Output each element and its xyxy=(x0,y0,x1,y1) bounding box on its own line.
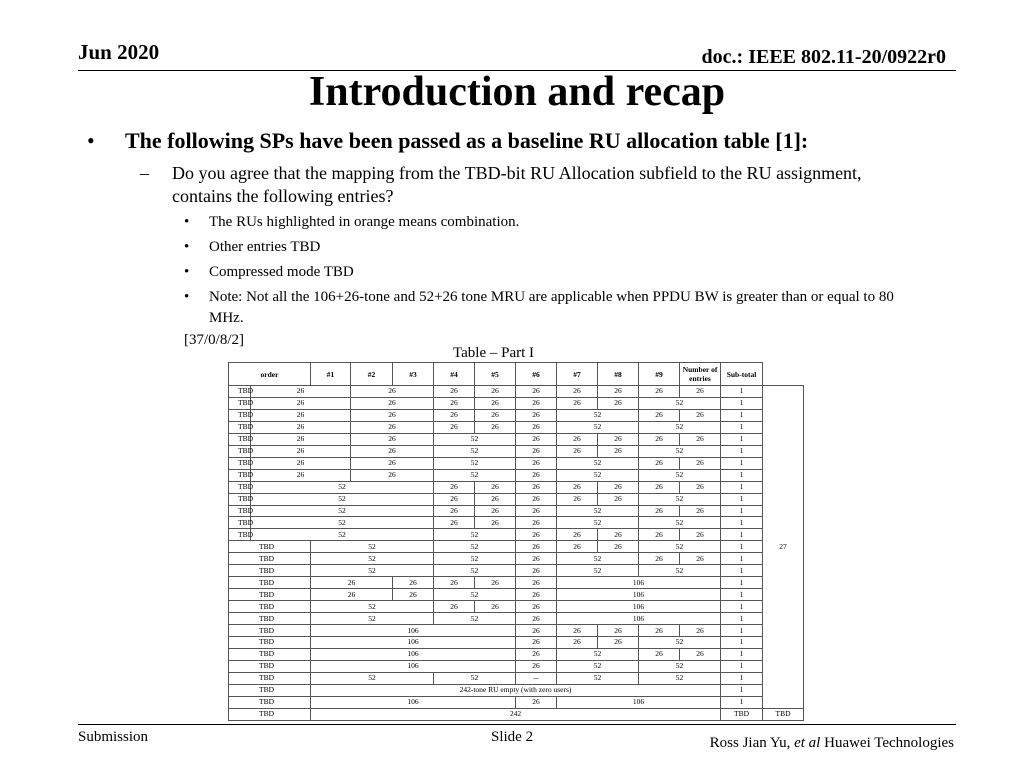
ru-cell: 52 xyxy=(434,469,516,481)
ru-cell: 52 xyxy=(434,589,516,601)
ru-cell: 26 xyxy=(639,648,680,660)
ru-cell: 52 xyxy=(639,445,721,457)
entries-cell: 1 xyxy=(721,445,763,457)
bullet-icon: • xyxy=(184,264,190,280)
ru-cell: 26 xyxy=(516,613,557,625)
ru-cell: 26 xyxy=(516,493,557,505)
ru-cell: 52 xyxy=(434,565,516,577)
ru-cell: 26 xyxy=(516,445,557,457)
column-header: Number of entries xyxy=(680,363,721,386)
order-cell: TBD xyxy=(229,684,311,696)
sub-bullet-text: The RUs highlighted in orange means combination. xyxy=(209,214,520,230)
ru-cell: 52 xyxy=(639,421,721,433)
ru-cell: 26 xyxy=(516,386,557,398)
order-cell: TBD xyxy=(229,601,311,613)
ru-cell: 52 xyxy=(639,493,721,505)
ru-cell: 26 xyxy=(351,421,434,433)
entries-cell: 1 xyxy=(721,577,763,589)
sub-bullet-text: Compressed mode TBD xyxy=(209,264,354,280)
ru-cell: 242-tone RU empty (with zero users) xyxy=(311,684,721,696)
footer-author xyxy=(710,735,954,752)
dash-icon: – xyxy=(140,163,149,183)
ru-cell: 26 xyxy=(251,469,351,481)
order-cell: TBD xyxy=(229,637,311,649)
order-cell: TBD xyxy=(229,433,251,445)
ru-cell: 26 xyxy=(680,481,721,493)
table-row xyxy=(229,493,804,505)
ru-cell: 52 xyxy=(434,541,516,553)
order-cell: TBD xyxy=(229,541,311,553)
bullet-level2-text: Do you agree that the mapping from the TBD-bit RU Allocation subfield to the RU assignment, contains the following entries? xyxy=(172,163,862,206)
ru-cell: 26 xyxy=(598,625,639,637)
ru-cell: 26 xyxy=(475,421,516,433)
ru-cell: 26 xyxy=(251,409,351,421)
ru-cell: 26 xyxy=(516,565,557,577)
ru-cell: 106 xyxy=(557,613,721,625)
ru-cell: 26 xyxy=(351,433,434,445)
table-row xyxy=(229,637,804,649)
ru-cell: 26 xyxy=(251,386,351,398)
ru-cell: 26 xyxy=(598,397,639,409)
column-header: #1 xyxy=(311,363,351,386)
ru-cell: 26 xyxy=(680,457,721,469)
ru-cell: 106 xyxy=(557,589,721,601)
ru-cell: 52 xyxy=(557,517,639,529)
ru-cell: 52 xyxy=(639,565,721,577)
order-cell: TBD xyxy=(229,660,311,672)
entries-cell: 1 xyxy=(721,696,763,708)
order-cell: TBD xyxy=(229,625,311,637)
ru-cell: 26 xyxy=(516,397,557,409)
ru-cell: 26 xyxy=(311,589,393,601)
column-header: #6 xyxy=(516,363,557,386)
table-row xyxy=(229,457,804,469)
ru-cell: 52 xyxy=(639,541,721,553)
ru-cell: 52 xyxy=(311,672,434,684)
footer-submission: Submission xyxy=(78,729,149,745)
ru-cell: 26 xyxy=(598,637,639,649)
ru-cell: 26 xyxy=(680,648,721,660)
order-cell: TBD xyxy=(229,493,251,505)
ru-cell: 26 xyxy=(680,433,721,445)
ru-cell: 52 xyxy=(434,613,516,625)
ru-cell: 26 xyxy=(516,469,557,481)
ru-cell: 106 xyxy=(311,648,516,660)
column-header: #3 xyxy=(393,363,434,386)
entries-cell: 1 xyxy=(721,517,763,529)
ru-cell: 26 xyxy=(639,386,680,398)
ru-cell: 52 xyxy=(557,672,639,684)
entries-cell: 1 xyxy=(721,601,763,613)
ru-cell: 52 xyxy=(557,409,639,421)
order-cell: TBD xyxy=(229,696,311,708)
entries-cell: 1 xyxy=(721,672,763,684)
ru-cell: 26 xyxy=(557,529,598,541)
table-header-row xyxy=(229,363,804,386)
entries-cell: 1 xyxy=(721,553,763,565)
ru-cell: 26 xyxy=(639,553,680,565)
table-row xyxy=(229,660,804,672)
ru-cell: 52 xyxy=(639,469,721,481)
entries-cell: 1 xyxy=(721,457,763,469)
ru-cell: 26 xyxy=(598,493,639,505)
ru-cell: 26 xyxy=(516,433,557,445)
ru-cell: 26 xyxy=(598,481,639,493)
table-row xyxy=(229,445,804,457)
ru-cell: 106 xyxy=(311,625,516,637)
order-cell: TBD xyxy=(229,613,311,625)
ru-cell: 26 xyxy=(598,541,639,553)
column-header: Sub-total xyxy=(721,363,763,386)
ru-cell: 26 xyxy=(680,625,721,637)
ru-cell: 52 xyxy=(251,505,434,517)
order-cell: TBD xyxy=(229,577,311,589)
ru-cell: 26 xyxy=(598,386,639,398)
ru-cell: 106 xyxy=(311,696,516,708)
ru-cell: 26 xyxy=(598,433,639,445)
ru-cell: 26 xyxy=(557,493,598,505)
ru-cell: 26 xyxy=(680,505,721,517)
ru-cell: 26 xyxy=(434,517,475,529)
ru-cell: 26 xyxy=(351,409,434,421)
table-row xyxy=(229,613,804,625)
entries-cell: 1 xyxy=(721,613,763,625)
header-doc-id: doc.: IEEE 802.11-20/0922r0 xyxy=(701,46,946,68)
ru-cell: 52 xyxy=(311,553,434,565)
ru-cell: 52 xyxy=(639,517,721,529)
ru-cell: TBD xyxy=(721,708,763,720)
slide-title: Introduction and recap xyxy=(308,69,726,115)
entries-cell: 1 xyxy=(721,409,763,421)
order-cell: TBD xyxy=(229,648,311,660)
table-row xyxy=(229,684,804,696)
order-cell: TBD xyxy=(229,397,251,409)
column-header: #7 xyxy=(557,363,598,386)
ru-cell: 52 xyxy=(434,445,516,457)
ru-cell: 52 xyxy=(311,601,434,613)
table-row xyxy=(229,625,804,637)
bullet-level1-text: The following SPs have been passed as a baseline RU allocation table [1]: xyxy=(125,128,809,153)
ru-cell: 26 xyxy=(557,625,598,637)
column-header: #4 xyxy=(434,363,475,386)
ru-cell: 52 xyxy=(557,660,639,672)
entries-cell: 1 xyxy=(721,433,763,445)
ru-cell: 26 xyxy=(516,421,557,433)
entries-cell: 1 xyxy=(721,386,763,398)
order-cell: TBD xyxy=(229,469,251,481)
ru-cell: 26 xyxy=(516,696,557,708)
entries-cell: 1 xyxy=(721,529,763,541)
entries-cell: 1 xyxy=(721,469,763,481)
order-cell: TBD xyxy=(229,457,251,469)
order-cell: TBD xyxy=(229,517,251,529)
order-cell: TBD xyxy=(229,708,311,720)
table-row xyxy=(229,708,804,720)
ru-cell: 26 xyxy=(598,445,639,457)
ru-cell: 26 xyxy=(434,577,475,589)
ru-cell: 26 xyxy=(557,481,598,493)
column-header: #8 xyxy=(598,363,639,386)
bullet-icon: • xyxy=(184,214,190,230)
ru-cell: 26 xyxy=(516,409,557,421)
ru-cell: 26 xyxy=(475,493,516,505)
ru-cell: 26 xyxy=(434,601,475,613)
order-cell: TBD xyxy=(229,421,251,433)
ru-cell: 106 xyxy=(311,660,516,672)
ru-cell: 52 xyxy=(311,541,434,553)
bullet-icon: • xyxy=(184,289,190,305)
order-cell: TBD xyxy=(229,445,251,457)
footer-divider xyxy=(78,724,956,725)
ru-cell: 26 xyxy=(434,505,475,517)
ru-cell: 26 xyxy=(434,386,475,398)
entries-cell: 1 xyxy=(721,637,763,649)
ru-cell: 26 xyxy=(475,505,516,517)
ru-cell: 52 xyxy=(251,529,434,541)
ru-cell: 26 xyxy=(516,517,557,529)
ru-cell: 26 xyxy=(639,505,680,517)
ru-cell: 26 xyxy=(311,577,393,589)
sub-bullet-text: Other entries TBD xyxy=(209,239,321,255)
ru-cell: 26 xyxy=(516,648,557,660)
table-row xyxy=(229,672,804,684)
ru-cell: 26 xyxy=(516,660,557,672)
ru-cell: 242 xyxy=(311,708,721,720)
column-header: #9 xyxy=(639,363,680,386)
ru-cell: 26 xyxy=(251,445,351,457)
sub-bullet-text: Note: Not all the 106+26-tone and 52+26 tone MRU are applicable when PPDU BW is greater than or equal to 80 MHz. xyxy=(209,289,894,326)
ru-cell: 26 xyxy=(351,386,434,398)
entries-cell: 1 xyxy=(721,648,763,660)
order-cell: TBD xyxy=(229,529,251,541)
ru-cell: 26 xyxy=(680,409,721,421)
ru-cell: 26 xyxy=(639,481,680,493)
ru-cell: 26 xyxy=(516,589,557,601)
ru-cell: 52 xyxy=(557,648,639,660)
ru-cell: 26 xyxy=(557,637,598,649)
ru-cell: 26 xyxy=(351,457,434,469)
ru-cell: 106 xyxy=(557,601,721,613)
footer-etal: et al xyxy=(794,735,821,751)
ru-cell: 106 xyxy=(557,577,721,589)
entries-cell: 1 xyxy=(721,660,763,672)
table-row xyxy=(229,397,804,409)
footer-slide-number: Slide 2 xyxy=(491,729,534,745)
ru-cell: 26 xyxy=(639,433,680,445)
footer-org: Huawei Technologies xyxy=(824,735,954,751)
ru-cell: 52 xyxy=(557,565,639,577)
ru-cell: 26 xyxy=(516,601,557,613)
ru-cell: 26 xyxy=(475,397,516,409)
bullet-level1 xyxy=(87,128,809,154)
ru-cell: 26 xyxy=(516,529,557,541)
footer-author-name: Ross Jian Yu, xyxy=(709,735,791,751)
ru-cell: 26 xyxy=(351,469,434,481)
ru-cell: -- xyxy=(516,672,557,684)
entries-cell: 1 xyxy=(721,421,763,433)
table-row xyxy=(229,409,804,421)
table-row xyxy=(229,386,804,398)
vote-result: [37/0/8/2] xyxy=(184,332,244,348)
table-row xyxy=(229,481,804,493)
ru-cell: 26 xyxy=(251,457,351,469)
ru-cell: 26 xyxy=(680,386,721,398)
bullet-icon: • xyxy=(87,128,95,153)
ru-cell: 26 xyxy=(557,445,598,457)
ru-cell: TBD xyxy=(763,708,804,720)
ru-cell: 26 xyxy=(516,637,557,649)
table-row xyxy=(229,421,804,433)
order-cell: TBD xyxy=(229,409,251,421)
ru-cell: 106 xyxy=(311,637,516,649)
order-cell: TBD xyxy=(229,505,251,517)
table-row xyxy=(229,565,804,577)
table-caption: Table – Part I xyxy=(453,345,535,361)
ru-cell: 52 xyxy=(557,505,639,517)
header-date: Jun 2020 xyxy=(78,40,160,64)
entries-cell: 1 xyxy=(721,493,763,505)
ru-cell: 52 xyxy=(311,565,434,577)
order-cell: TBD xyxy=(229,386,251,398)
table-row xyxy=(229,505,804,517)
order-cell: TBD xyxy=(229,553,311,565)
ru-cell: 26 xyxy=(516,481,557,493)
ru-cell: 26 xyxy=(351,397,434,409)
ru-cell: 52 xyxy=(639,397,721,409)
column-header: order xyxy=(229,363,311,386)
ru-cell: 26 xyxy=(639,457,680,469)
ru-cell: 26 xyxy=(639,625,680,637)
ru-cell: 26 xyxy=(680,553,721,565)
table-row xyxy=(229,648,804,660)
ru-cell: 26 xyxy=(680,529,721,541)
ru-cell: 26 xyxy=(351,445,434,457)
ru-cell: 26 xyxy=(516,457,557,469)
ru-cell: 26 xyxy=(251,397,351,409)
entries-cell: 1 xyxy=(721,541,763,553)
entries-cell: 1 xyxy=(721,481,763,493)
ru-cell: 26 xyxy=(434,409,475,421)
table-row xyxy=(229,589,804,601)
entries-cell: 1 xyxy=(721,625,763,637)
ru-cell: 26 xyxy=(557,386,598,398)
ru-cell: 26 xyxy=(475,517,516,529)
ru-cell: 26 xyxy=(251,433,351,445)
ru-cell: 52 xyxy=(434,553,516,565)
entries-cell: 1 xyxy=(721,589,763,601)
entries-cell: 1 xyxy=(721,565,763,577)
ru-allocation-table xyxy=(228,362,804,721)
ru-cell: 26 xyxy=(516,505,557,517)
table-row xyxy=(229,696,804,708)
ru-cell: 26 xyxy=(434,481,475,493)
table-row xyxy=(229,433,804,445)
ru-cell: 26 xyxy=(251,421,351,433)
ru-cell: 52 xyxy=(557,421,639,433)
ru-cell: 52 xyxy=(311,613,434,625)
table-row xyxy=(229,553,804,565)
ru-cell: 26 xyxy=(434,397,475,409)
order-cell: TBD xyxy=(229,565,311,577)
ru-cell: 26 xyxy=(475,577,516,589)
table-row xyxy=(229,529,804,541)
ru-cell: 26 xyxy=(557,433,598,445)
entries-cell: 1 xyxy=(721,505,763,517)
ru-cell: 26 xyxy=(516,541,557,553)
ru-cell: 26 xyxy=(434,493,475,505)
ru-cell: 106 xyxy=(557,696,721,708)
ru-cell: 52 xyxy=(557,553,639,565)
table-row xyxy=(229,541,804,553)
ru-cell: 52 xyxy=(434,672,516,684)
ru-cell: 26 xyxy=(393,577,434,589)
ru-cell: 26 xyxy=(598,529,639,541)
ru-cell: 26 xyxy=(475,409,516,421)
order-cell: TBD xyxy=(229,672,311,684)
column-header: #2 xyxy=(351,363,393,386)
table-row xyxy=(229,469,804,481)
table-row xyxy=(229,517,804,529)
subtotal-cell: 27 xyxy=(763,386,804,709)
ru-cell: 52 xyxy=(434,433,516,445)
ru-cell: 52 xyxy=(251,481,434,493)
ru-cell: 26 xyxy=(516,577,557,589)
ru-cell: 52 xyxy=(557,469,639,481)
ru-cell: 52 xyxy=(639,660,721,672)
ru-cell: 52 xyxy=(434,457,516,469)
ru-cell: 26 xyxy=(516,625,557,637)
entries-cell: 1 xyxy=(721,397,763,409)
table-row xyxy=(229,601,804,613)
ru-cell: 52 xyxy=(251,517,434,529)
table-row xyxy=(229,577,804,589)
ru-cell: 52 xyxy=(557,457,639,469)
ru-cell: 26 xyxy=(434,421,475,433)
ru-cell: 26 xyxy=(557,397,598,409)
ru-cell: 26 xyxy=(393,589,434,601)
ru-cell: 26 xyxy=(639,529,680,541)
ru-cell: 52 xyxy=(639,637,721,649)
bullet-icon: • xyxy=(184,239,190,255)
ru-cell: 26 xyxy=(475,601,516,613)
ru-cell: 52 xyxy=(434,529,516,541)
order-cell: TBD xyxy=(229,589,311,601)
entries-cell: 1 xyxy=(721,684,763,696)
ru-cell: 26 xyxy=(557,541,598,553)
order-cell: TBD xyxy=(229,481,251,493)
ru-cell: 26 xyxy=(516,553,557,565)
ru-cell: 52 xyxy=(639,672,721,684)
ru-cell: 26 xyxy=(475,481,516,493)
ru-cell: 26 xyxy=(639,409,680,421)
ru-cell: 52 xyxy=(251,493,434,505)
column-header: #5 xyxy=(475,363,516,386)
ru-cell: 26 xyxy=(475,386,516,398)
